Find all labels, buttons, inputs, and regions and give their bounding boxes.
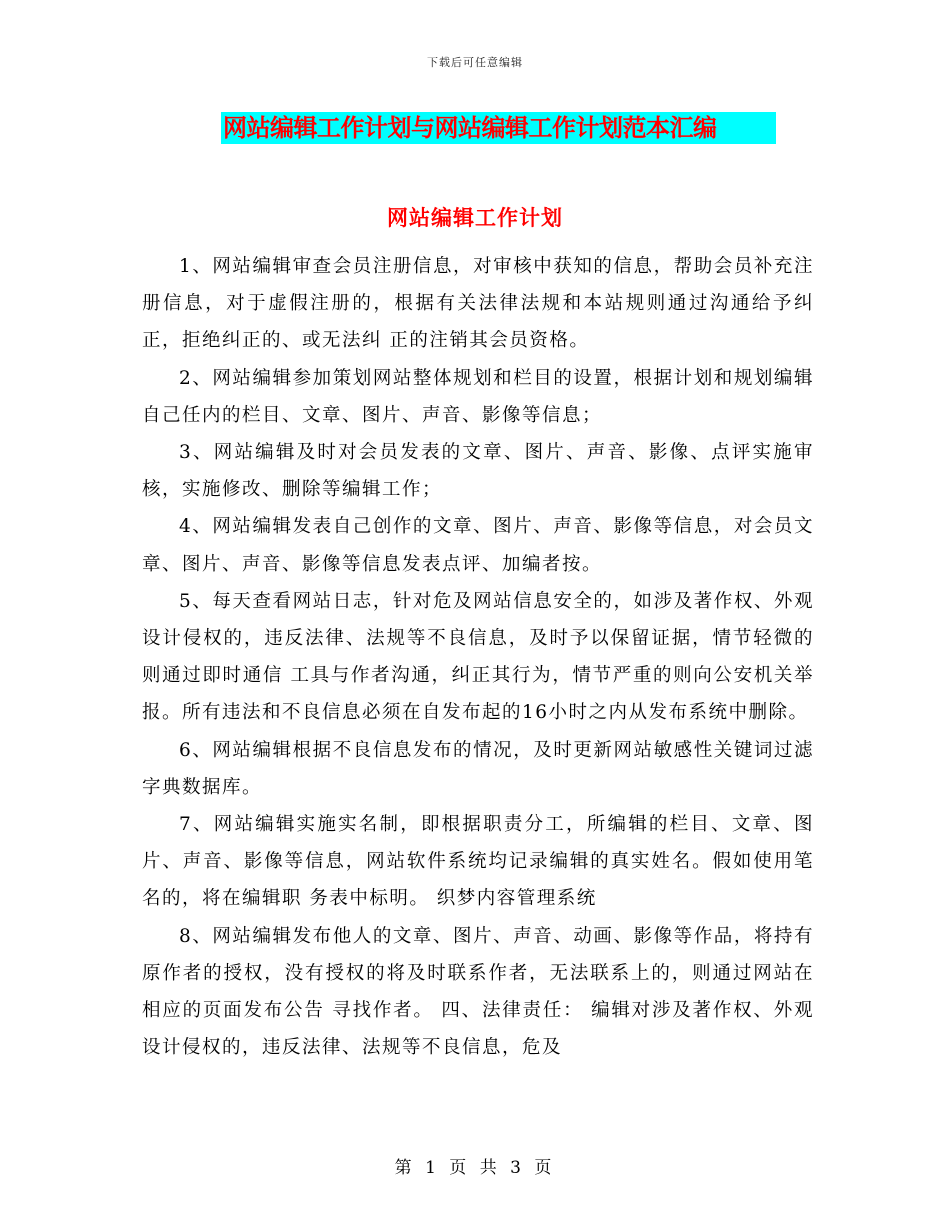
- paragraph-7: 7、网站编辑实施实名制，即根据职责分工，所编辑的栏目、文章、图片、声音、影像等信息，网站软件系统均记录编辑的真实姓名。假如使用笔名的，将在编辑职 务表中标明。 织梦内容管理系统: [142, 814, 814, 910]
- paragraph-6: 6、网站编辑根据不良信息发布的情况，及时更新网站敏感性关键词过滤字典数据库。: [142, 739, 814, 798]
- paragraph-2: 2、网站编辑参加策划网站整体规划和栏目的设置，根据计划和规划编辑自己任内的栏目、文章、图片、声音、影像等信息；: [142, 367, 814, 426]
- section-title: 网站编辑工作计划: [387, 205, 563, 230]
- paragraph-8: 8、网站编辑发布他人的文章、图片、声音、动画、影像等作品，将持有原作者的授权，没有授权的将及时联系作者，无法联系上的，则通过网站在相应的页面发布公告 寻找作者。 四、法律责任： 编辑对涉及著作权、外观设计侵权的，违反法律、法规等不良信息，危及: [142, 925, 814, 1059]
- paragraph-1: 1、网站编辑审查会员注册信息，对审核中获知的信息，帮助会员补充注册信息，对于虚假注册的，根据有关法律法规和本站规则通过沟通给予纠正，拒绝纠正的、或无法纠 正的注销其会员资格。: [142, 256, 814, 352]
- page-number: 第 1 页 共 3 页: [394, 1158, 556, 1178]
- paragraph-5: 5、每天查看网站日志，针对危及网站信息安全的，如涉及著作权、外观设计侵权的，违反法律、法规等不良信息，及时予以保留证据，情节轻微的则通过即时通信 工具与作者沟通，纠正其行为，情节严重的则向公安机关举报。所有违法和不良信息必须在自发布起的16小时之内从发布系统中删除。: [142, 590, 814, 724]
- main-title-container: [221, 112, 776, 144]
- paragraph-4: 4、网站编辑发表自己创作的文章、图片、声音、影像等信息，对会员文章、图片、声音、影像等信息发表点评、加编者按。: [142, 516, 814, 575]
- page-header-note: 下载后可任意编辑: [427, 56, 523, 69]
- document-body: [142, 248, 814, 1066]
- paragraph-3: 3、网站编辑及时对会员发表的文章、图片、声音、影像、点评实施审核，实施修改、删除等编辑工作；: [142, 442, 814, 501]
- main-title: 网站编辑工作计划与网站编辑工作计划范本汇编: [221, 112, 776, 144]
